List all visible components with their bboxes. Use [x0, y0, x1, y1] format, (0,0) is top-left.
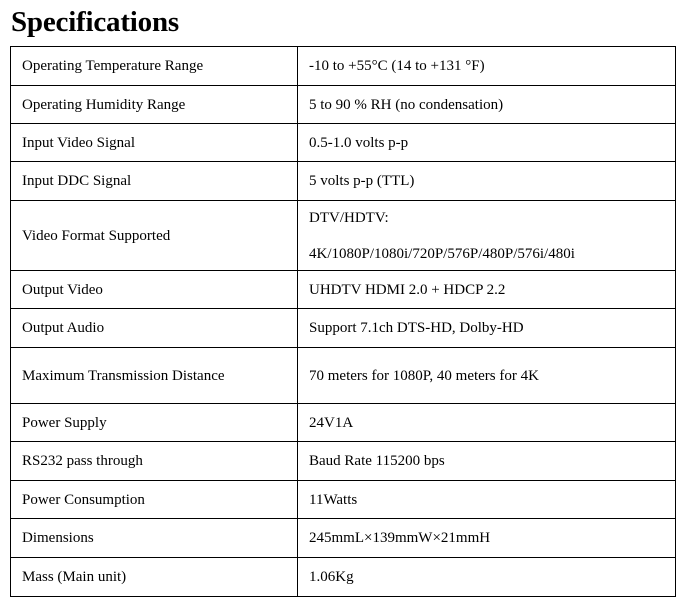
spec-value: -10 to +55°C (14 to +131 °F)	[298, 47, 676, 86]
table-row	[11, 162, 676, 201]
spec-value: 5 to 90 % RH (no condensation)	[298, 86, 676, 124]
spec-label: Power Consumption	[11, 481, 298, 519]
spec-label: Operating Temperature Range	[11, 47, 298, 86]
spec-value: 70 meters for 1080P, 40 meters for 4K	[298, 348, 676, 404]
spec-value: 245mmL×139mmW×21mmH	[298, 519, 676, 558]
table-row	[11, 47, 676, 86]
table-row	[11, 201, 676, 271]
spec-label: Mass (Main unit)	[11, 558, 298, 597]
spec-value: Baud Rate 115200 bps	[298, 442, 676, 481]
spec-value	[298, 201, 676, 271]
table-row	[11, 309, 676, 348]
spec-value: 24V1A	[298, 404, 676, 442]
spec-value-line: 4K/1080P/1080i/720P/576P/480P/576i/480i	[309, 245, 575, 262]
table-row	[11, 558, 676, 597]
page-title: Specifications	[11, 6, 179, 38]
spec-label: Output Audio	[11, 309, 298, 348]
spec-label: Maximum Transmission Distance	[11, 348, 298, 404]
table-row	[11, 404, 676, 442]
spec-label: RS232 pass through	[11, 442, 298, 481]
spec-label: Input DDC Signal	[11, 162, 298, 201]
table-row	[11, 86, 676, 124]
spec-label: Video Format Supported	[11, 201, 298, 271]
spec-value-line: DTV/HDTV:	[309, 209, 389, 226]
spec-label: Dimensions	[11, 519, 298, 558]
spec-value: UHDTV HDMI 2.0 + HDCP 2.2	[298, 271, 676, 309]
spec-label: Operating Humidity Range	[11, 86, 298, 124]
specifications-table	[10, 46, 676, 597]
spec-value: 0.5-1.0 volts p-p	[298, 124, 676, 162]
spec-value: Support 7.1ch DTS-HD, Dolby-HD	[298, 309, 676, 348]
spec-label: Input Video Signal	[11, 124, 298, 162]
table-row	[11, 519, 676, 558]
table-row	[11, 124, 676, 162]
spec-value: 5 volts p-p (TTL)	[298, 162, 676, 201]
spec-label: Output Video	[11, 271, 298, 309]
table-row	[11, 271, 676, 309]
spec-value: 1.06Kg	[298, 558, 676, 597]
spec-value: 11Watts	[298, 481, 676, 519]
table-row	[11, 481, 676, 519]
spec-label: Power Supply	[11, 404, 298, 442]
table-row	[11, 442, 676, 481]
table-row	[11, 348, 676, 404]
